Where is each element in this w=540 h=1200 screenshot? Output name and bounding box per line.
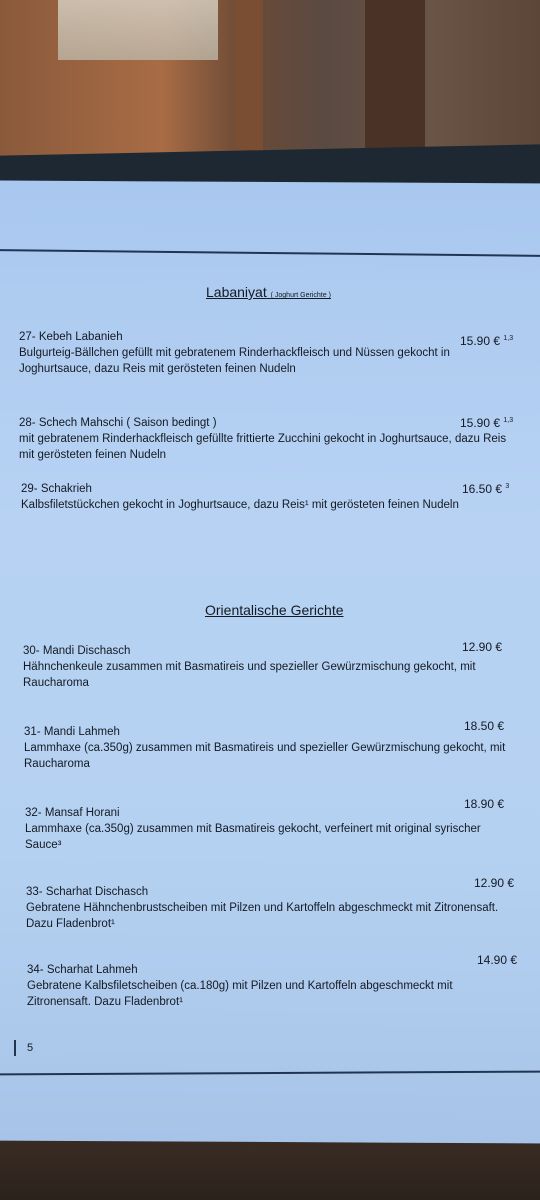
item-name: 29- Schakrieh	[21, 483, 92, 495]
item-price-28	[460, 416, 513, 430]
menu-item-33	[26, 884, 526, 932]
item-name: 32- Mansaf Horani	[25, 807, 120, 819]
price-note: 1,3	[503, 335, 514, 342]
price-value: 12.90 €	[462, 640, 503, 654]
item-price-30	[462, 640, 502, 654]
item-price-32	[464, 797, 504, 811]
item-description: Hähnchenkeule zusammen mit Basmatireis und spezieller Gewürzmischung gekocht, mit Raucharoma	[23, 661, 476, 689]
price-value: 16.50 €	[462, 482, 503, 496]
price-note: 3	[505, 483, 510, 490]
section-title-labaniyat	[206, 284, 331, 300]
price-value: 15.90 €	[460, 416, 501, 430]
item-description: Lammhaxe (ca.350g) zusammen mit Basmatireis gekocht, verfeinert mit original syrischer Sauce³	[25, 823, 481, 851]
price-value: 18.90 €	[464, 797, 505, 811]
menu-item-32	[25, 805, 515, 853]
menu-item-27	[19, 329, 499, 377]
page-marker	[14, 1040, 16, 1056]
bottom-divider	[0, 1071, 540, 1076]
section-title-orientalische	[205, 602, 344, 618]
item-description: Bulgurteig-Bällchen gefüllt mit gebratenem Rinderhackfleisch und Nüssen gekocht in Joghurtsauce, dazu Reis mit gerösteten feinen Nudeln	[19, 347, 450, 375]
menu-item-28	[19, 415, 519, 463]
item-price-34	[477, 953, 517, 967]
price-value: 12.90 €	[474, 876, 515, 890]
section-subtitle: ( Joghurt Gerichte )	[270, 292, 331, 299]
top-divider	[0, 249, 540, 257]
menu-item-29	[21, 481, 521, 513]
item-price-33	[474, 876, 514, 890]
price-value: 14.90 €	[477, 953, 518, 967]
price-note: 1,3	[503, 417, 514, 424]
item-name: 34- Scharhat Lahmeh	[27, 964, 138, 976]
price-value: 18.50 €	[464, 719, 505, 733]
item-description: Gebratene Hähnchenbrustscheiben mit Pilzen und Kartoffeln abgeschmeckt mit Zitronensaft. Dazu Fladenbrot¹	[26, 902, 499, 930]
item-price-31	[464, 719, 504, 733]
item-price-29	[462, 482, 509, 496]
item-name: 31- Mandi Lahmeh	[24, 726, 120, 738]
item-name: 28- Schech Mahschi ( Saison bedingt )	[19, 417, 217, 429]
item-price-27	[460, 334, 513, 348]
item-name: 27- Kebeh Labanieh	[19, 331, 123, 343]
menu-item-34	[27, 962, 497, 1010]
section-title-text: Orientalische Gerichte	[205, 602, 344, 618]
item-description: mit gebratenem Rinderhackfleisch gefüllte frittierte Zucchini gekocht in Joghurtsauce, dazu Reis mit gerösteten feinen Nudeln	[19, 433, 507, 461]
page-number: 5	[27, 1042, 34, 1054]
price-value: 15.90 €	[460, 334, 501, 348]
item-description: Gebratene Kalbsfiletscheiben (ca.180g) mit Pilzen und Kartoffeln abgeschmeckt mit Zitronensaft. Dazu Fladenbrot¹	[27, 980, 453, 1008]
item-name: 33- Scharhat Dischasch	[26, 886, 149, 898]
item-description: Kalbsfiletstückchen gekocht in Joghurtsauce, dazu Reis¹ mit gerösteten feinen Nudeln	[21, 499, 459, 511]
menu-item-31	[24, 724, 518, 772]
item-description: Lammhaxe (ca.350g) zusammen mit Basmatireis und spezieller Gewürzmischung gekocht, mit Raucharoma	[24, 742, 506, 770]
menu-item-30	[23, 643, 515, 691]
section-title-text: Labaniyat	[206, 284, 267, 300]
item-name: 30- Mandi Dischasch	[23, 645, 131, 657]
